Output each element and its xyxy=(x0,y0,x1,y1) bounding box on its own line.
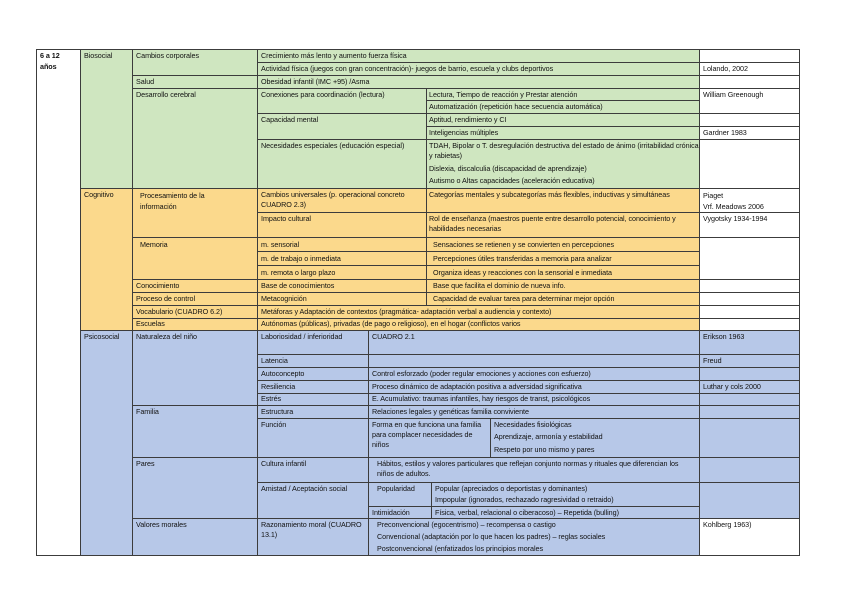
intimid-label: Intimidación xyxy=(372,508,410,517)
dislexia-text: Dislexia, discalculia (discapacidad de aprendizaje) xyxy=(429,164,587,173)
msens-label: m. sensorial xyxy=(261,240,300,249)
vocab-ref-cell xyxy=(699,305,800,319)
categorias-text: Categorías mentales y subcategorías más flexibles, inductivas y simultáneas xyxy=(429,190,670,199)
estruct-ref-cell xyxy=(699,405,800,419)
mrem-label: m. remota o largo plazo xyxy=(261,268,336,277)
cambios-univ-text: Cambios universales (p. operacional concreto CUADRO 2.3) xyxy=(261,190,405,209)
auto-text: Control esforzado (poder regular emociones y acciones con esfuerzo) xyxy=(372,369,591,378)
conoc-label: Conocimiento xyxy=(136,281,180,290)
lectura-text: Lectura, Tiempo de reacción y Prestar atención xyxy=(429,90,578,99)
proceso-label: Proceso de control xyxy=(136,294,196,303)
biosocial-label: Biosocial xyxy=(84,51,113,60)
conex-text: Conexiones para coordinación (lectura) xyxy=(261,90,385,99)
pares-label: Pares xyxy=(136,459,155,468)
impacto-label: Impacto cultural xyxy=(261,214,311,223)
ref-erikson: Erikson 1963 xyxy=(703,332,745,341)
aptitud-text: Aptitud, rendimiento y CI xyxy=(429,115,507,124)
gardner-top-cell xyxy=(699,113,800,127)
memoria-label: Memoria xyxy=(140,240,168,249)
age-label: 6 a 12 años xyxy=(40,51,60,71)
crec-text: Crecimiento más lento y aumento fuerza física xyxy=(261,51,407,60)
act-text: Actividad física (juegos con gran concentración)- juegos de barrio, escuela y clubs deportivos xyxy=(261,64,554,73)
tdah-text: TDAH, Bipolar o T. desregulación destructiva del estado de ánimo (irritabilidad crónica y rabietas) xyxy=(429,141,699,160)
nec3-text: Respeto por uno mismo y pares xyxy=(494,445,595,454)
mrem-text: Organiza ideas y reacciones con la sensorial e inmediata xyxy=(433,268,612,277)
proceso-ref-cell xyxy=(699,292,800,306)
escuelas-label: Escuelas xyxy=(136,319,165,328)
ref-vygotsky: Vygotsky 1934-1994 xyxy=(703,214,768,223)
estres-text: E. Acumulativo: traumas infantiles, hay riesgos de transt, psicológicos xyxy=(372,394,591,403)
cuadro21-cell xyxy=(368,330,700,355)
age-column-cell xyxy=(36,49,81,556)
pre-text: Preconvencional (egocentrismo) – recompensa o castigo xyxy=(377,520,556,529)
familia-label: Familia xyxy=(136,407,159,416)
funcion-ref-cell xyxy=(699,418,800,458)
necesidades-ref-cell xyxy=(699,139,800,189)
estruct-text: Relaciones legales y genéticas familia conviviente xyxy=(372,407,529,416)
desarrollo-label: Desarrollo cerebral xyxy=(136,90,196,99)
obesidad-text: Obesidad infantil (IMC +95) /Asma xyxy=(261,77,370,86)
necesidades-label: Necesidades especiales (educación especial) xyxy=(261,141,405,150)
cognitivo-domain-cell xyxy=(80,188,133,331)
auto-ref-cell xyxy=(699,367,800,381)
vocab-text: Metáforas y Adaptación de contextos (pragmática- adaptación verbal a audiencia y contexto) xyxy=(261,307,552,316)
post-text: Postconvencional (enfatizados los principios morales xyxy=(377,544,543,553)
cultura-ref-cell xyxy=(699,457,800,483)
memoria-ref-cell xyxy=(699,237,800,280)
ref-greenough: William Greenough xyxy=(703,90,764,99)
ref-luthar: Luthar y cols 2000 xyxy=(703,382,761,391)
psicosocial-domain-cell xyxy=(80,330,133,556)
cognitivo-label: Cognitivo xyxy=(84,190,114,199)
capacidad-label: Capacidad mental xyxy=(261,115,319,124)
rol-text: Rol de enseñanza (maestros puente entre desarrollo potencial, conocimiento y habilidades necesarias xyxy=(429,214,676,233)
conoc-ref-cell xyxy=(699,279,800,293)
crec-ref-cell xyxy=(699,49,800,63)
labor-label: Laboriosidad / inferioridad xyxy=(261,332,343,341)
pop1-text: Popular (apreciados o deportistas y dominantes) xyxy=(435,484,588,493)
cultura-label: Cultura infantil xyxy=(261,459,307,468)
desarrollo-cell xyxy=(132,88,258,189)
nec2-text: Aprendizaje, armonía y estabilidad xyxy=(494,432,603,441)
ref-kohlberg: Kohlberg 1963) xyxy=(703,520,752,529)
funcion-label: Función xyxy=(261,420,287,429)
ref-gardner: Gardner 1983 xyxy=(703,128,747,137)
biosocial-domain-cell xyxy=(80,49,133,189)
intelig-text: Inteligencias múltiples xyxy=(429,128,499,137)
popularidad-label: Popularidad xyxy=(377,484,415,493)
latencia-d-cell xyxy=(368,354,700,368)
salud-label: Salud xyxy=(136,77,155,86)
cuadro21-text: CUADRO 2.1 xyxy=(372,332,415,341)
cultura-text: Hábitos, estilos y valores particulares que reflejan conjunto normas y rituales que diferencian los niños de adultos. xyxy=(377,459,679,478)
amistad-ref-cell xyxy=(699,482,800,519)
pop2-text: Impopular (ignorados, rechazado ragresividad o retraido) xyxy=(435,495,614,504)
autoconcepto-label: Autoconcepto xyxy=(261,369,305,378)
conv-text: Convencional (adaptación por lo que hacen los padres) – reglas sociales xyxy=(377,532,606,541)
razon-label: Razonamiento moral (CUADRO 13.1) xyxy=(261,520,362,539)
escuelas-text: Autónomas (públicas), privadas (de pago o religioso), en el hogar (conflictos varios xyxy=(261,319,521,328)
intimid-text: Física, verbal, relacional o ciberacoso) – Repetida (bulling) xyxy=(435,508,619,517)
mtrab-label: m. de trabajo o inmediata xyxy=(261,254,341,263)
valores-label: Valores morales xyxy=(136,520,187,529)
mtrab-text: Percepciones útiles transferidas a memoria para analizar xyxy=(433,254,612,263)
amistad-label: Amistad / Aceptación social xyxy=(261,484,348,493)
base-text: Base que facilita el dominio de nueva info. xyxy=(433,281,566,290)
resil-text: Proceso dinámico de adaptación positiva a adversidad significativa xyxy=(372,382,582,391)
meta-text: Capacidad de evaluar tarea para determinar mejor opción xyxy=(433,294,615,303)
autom-text: Automatización (repetición hace secuencia automática) xyxy=(429,102,603,111)
latencia-label: Latencia xyxy=(261,356,288,365)
estructura-label: Estructura xyxy=(261,407,294,416)
nec1-text: Necesidades fisiológicas xyxy=(494,420,572,429)
msens-text: Sensaciones se retienen y se convierten en percepciones xyxy=(433,240,615,249)
resiliencia-label: Resiliencia xyxy=(261,382,296,391)
ref-piaget: Piaget Vrf. Meadows 2006 xyxy=(703,191,764,211)
autismo-text: Autismo o Altas capacidades (aceleración educativa) xyxy=(429,176,595,185)
ref-freud: Freud xyxy=(703,356,722,365)
vocab-label: Vocabulario (CUADRO 6.2) xyxy=(136,307,223,316)
proc-label: Procesamiento de la información xyxy=(140,191,205,211)
forma-text: Forma en que funciona una familia para complacer necesidades de niños xyxy=(372,420,482,449)
ref-lolando: Lolando, 2002 xyxy=(703,64,748,73)
estres-label: Estrés xyxy=(261,394,282,403)
naturaleza-label: Naturaleza del niño xyxy=(136,332,197,341)
psicosocial-label: Psicosocial xyxy=(84,332,120,341)
obesidad-ref-cell xyxy=(699,75,800,89)
cambios-label: Cambios corporales xyxy=(136,51,200,60)
base-label: Base de conocimientos xyxy=(261,281,335,290)
meta-label: Metacognición xyxy=(261,294,307,303)
